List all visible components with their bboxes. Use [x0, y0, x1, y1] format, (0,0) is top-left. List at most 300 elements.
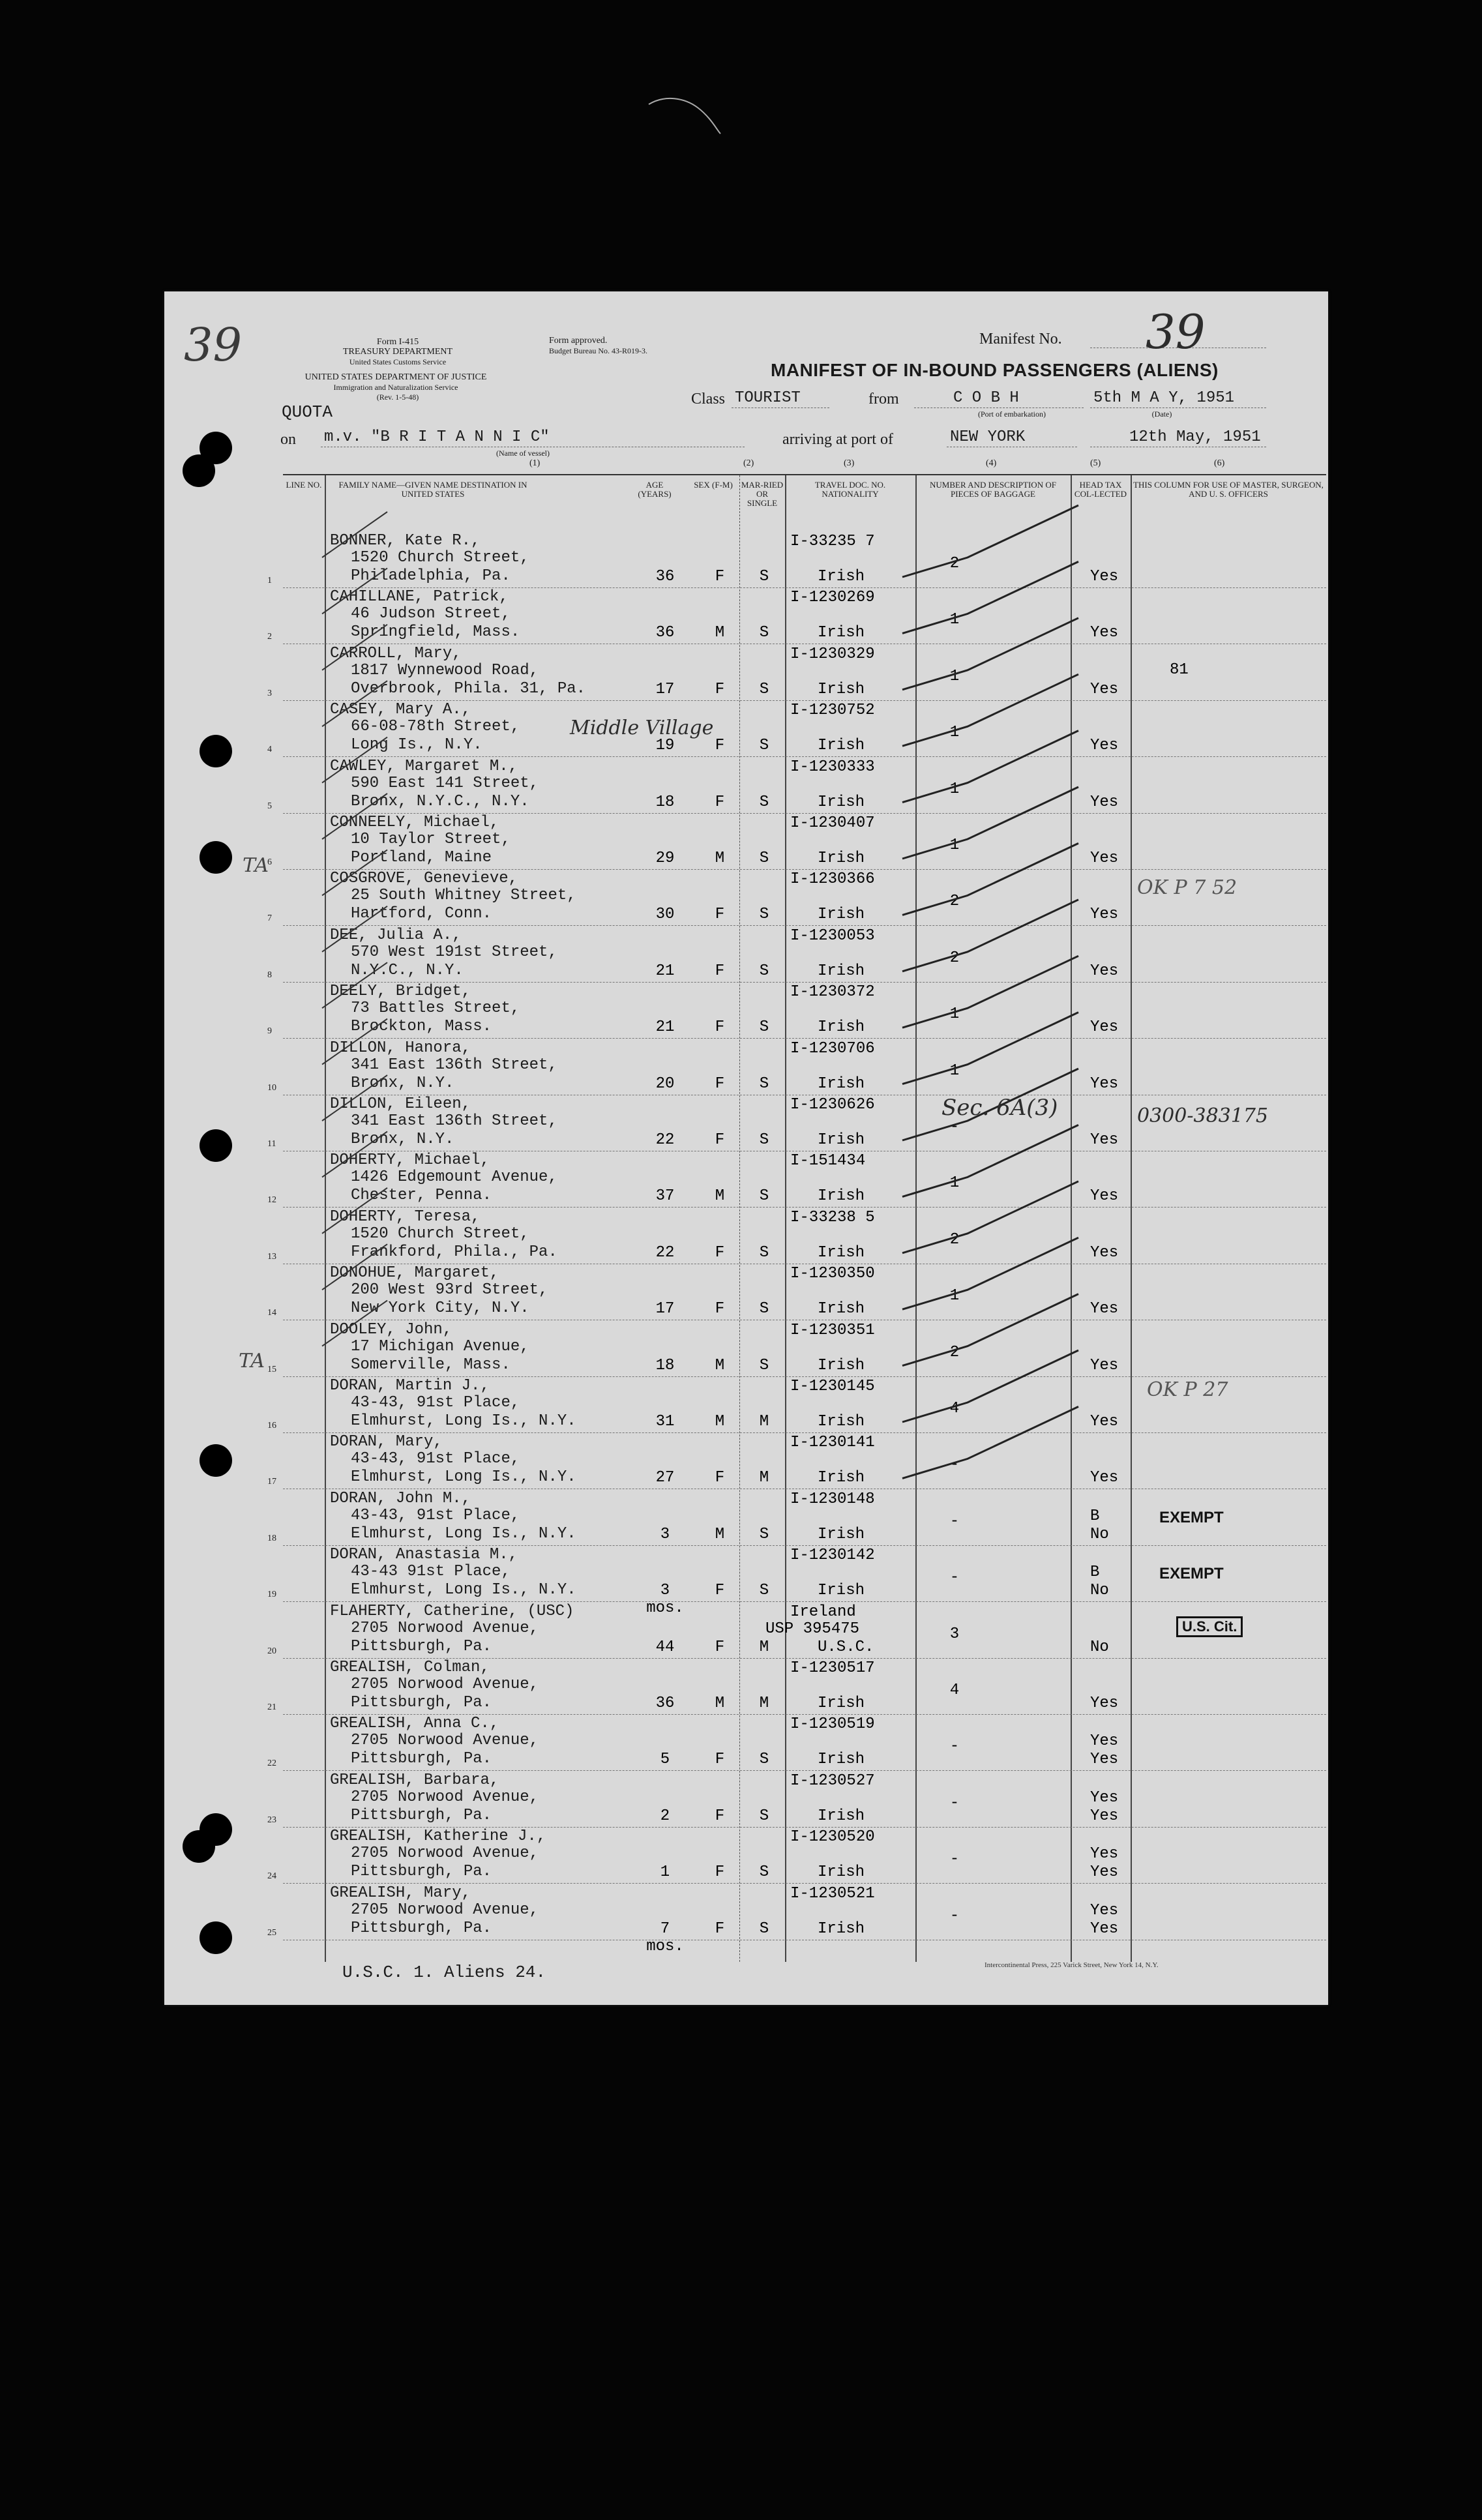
head-tax-cell: Yes — [1090, 680, 1119, 698]
sex-cell: F — [715, 568, 725, 586]
table-row — [267, 1432, 1326, 1489]
passenger-name: GREALISH, Colman, — [330, 1659, 490, 1676]
city-line: Pittsburgh, Pa. — [351, 1694, 492, 1712]
table-row — [267, 982, 1326, 1039]
head-tax-note: Yes — [1090, 1732, 1119, 1751]
line-number: 6 — [267, 857, 272, 867]
marital-cell: S — [759, 1920, 769, 1938]
age-cell: 22 — [655, 1243, 675, 1262]
arrival-port: NEW YORK — [950, 428, 1026, 446]
baggage-cell: 4 — [949, 1400, 960, 1417]
travel-doc-cell: I-1230142 — [790, 1547, 875, 1565]
baggage-cell: 1 — [949, 780, 960, 798]
col-num-2: (2) — [743, 458, 754, 468]
age-cell: 18 — [655, 793, 675, 811]
sex-cell: F — [715, 680, 725, 698]
age-cell: 20 — [655, 1075, 675, 1093]
form-approved: Form approved. — [549, 336, 608, 346]
line-number: 8 — [267, 970, 272, 980]
passenger-name: DORAN, Martin J., — [330, 1377, 490, 1395]
nationality-cell: Irish — [818, 1920, 865, 1938]
city-line: Elmhurst, Long Is., N.Y. — [351, 1581, 576, 1599]
line-number: 15 — [267, 1364, 276, 1374]
head-tax-cell: Yes — [1090, 1356, 1119, 1374]
marital-cell: S — [759, 1131, 769, 1149]
address-line: 1426 Edgemount Avenue, — [351, 1168, 557, 1187]
city-line: Pittsburgh, Pa. — [351, 1863, 492, 1881]
travel-doc-cell: I-1230145 — [790, 1378, 875, 1395]
city-line: Long Is., N.Y. — [351, 736, 482, 754]
class-label: Class — [691, 391, 726, 408]
head-tax-cell: Yes — [1090, 1695, 1119, 1712]
baggage-cell: 3 — [949, 1625, 960, 1643]
city-line: Hartford, Conn. — [351, 905, 492, 923]
city-line: Pittsburgh, Pa. — [351, 1750, 492, 1768]
passenger-name: COSGROVE, Genevieve, — [330, 870, 518, 888]
city-line: Frankford, Phila., Pa. — [351, 1243, 557, 1261]
baggage-cell: 2 — [949, 893, 960, 911]
head-tax-cell: Yes — [1090, 1131, 1119, 1149]
passenger-name: CAWLEY, Margaret M., — [330, 757, 518, 775]
line-number: 12 — [267, 1195, 276, 1206]
line-number: 16 — [267, 1421, 276, 1430]
city-line: Elmhurst, Long Is., N.Y. — [351, 1468, 576, 1487]
sex-cell: F — [715, 1243, 725, 1262]
head-tax-note: Yes — [1090, 1901, 1119, 1920]
passenger-name: DORAN, John M., — [330, 1489, 471, 1507]
table-row — [267, 1489, 1326, 1546]
punch-hole — [183, 1830, 215, 1863]
marital-cell: S — [759, 1187, 769, 1206]
age-cell: 21 — [655, 1018, 675, 1037]
table-row — [267, 700, 1326, 757]
manifest-number-handwritten: 39 — [1146, 304, 1206, 359]
address-line: 43-43, 91st Place, — [351, 1506, 520, 1524]
punch-hole — [200, 735, 232, 767]
table-row — [267, 1151, 1326, 1208]
address-line: 25 South Whitney Street, — [351, 887, 576, 905]
age-cell: 21 — [655, 962, 675, 980]
from-date: 5th M A Y, 1951 — [1093, 389, 1235, 407]
address-line: 43-43 91st Place, — [351, 1563, 511, 1581]
age-cell: 29 — [655, 850, 675, 867]
table-row — [267, 1208, 1326, 1264]
city-line: Chester, Penna. — [351, 1187, 492, 1205]
head-tax-cell: Yes — [1090, 1920, 1119, 1938]
line-number: 5 — [267, 801, 272, 811]
punch-hole — [200, 1129, 232, 1162]
col-num-5: (5) — [1090, 458, 1101, 468]
sex-cell: F — [715, 737, 725, 755]
sex-cell: F — [715, 1863, 725, 1882]
nationality-cell: Irish — [818, 793, 865, 811]
marital-cell: S — [759, 1863, 769, 1882]
sex-cell: F — [715, 1018, 725, 1037]
marital-cell: S — [759, 906, 769, 924]
passenger-name: GREALISH, Anna C., — [330, 1715, 499, 1733]
head-tax-note: B — [1090, 1507, 1100, 1525]
col-num-1: (1) — [529, 458, 541, 468]
marital-cell: S — [759, 624, 769, 642]
baggage-cell: - — [949, 1738, 960, 1756]
nationality-cell: Irish — [818, 1187, 865, 1206]
baggage-cell: - — [949, 1512, 960, 1530]
sex-cell: M — [715, 1695, 725, 1712]
nationality-cell: Irish — [818, 568, 865, 586]
passenger-name: DILLON, Hanora, — [330, 1039, 471, 1057]
head-tax-cell: Yes — [1090, 624, 1119, 642]
age-cell: 7 mos. — [646, 1920, 684, 1955]
th-sex: SEX (F-M) — [694, 480, 733, 490]
table-row — [267, 1320, 1326, 1377]
age-cell: 36 — [655, 568, 675, 586]
passenger-name: DOHERTY, Michael, — [330, 1151, 490, 1170]
passenger-name: DORAN, Mary, — [330, 1433, 443, 1451]
table-row — [267, 757, 1326, 814]
ins-service: Immigration and Naturalization Service — [333, 383, 458, 392]
baggage-cell: 1 — [949, 611, 960, 629]
sex-cell: F — [715, 1300, 725, 1318]
city-line: Philadelphia, Pa. — [351, 567, 511, 585]
baggage-cell: 1 — [949, 724, 960, 742]
passenger-name: GREALISH, Mary, — [330, 1884, 471, 1902]
travel-doc-cell: I-1230407 — [790, 814, 875, 832]
marital-cell: M — [759, 1469, 769, 1487]
quota-label: QUOTA — [282, 402, 333, 422]
address-line: 66-08-78th Street, — [351, 718, 520, 736]
passenger-name: DEELY, Bridget, — [330, 983, 471, 1001]
city-line: Pittsburgh, Pa. — [351, 1637, 492, 1655]
baggage-cell: - — [949, 1850, 960, 1869]
city-line: Bronx, N.Y. — [351, 1131, 454, 1148]
head-tax-cell: Yes — [1090, 1469, 1119, 1487]
line-number: 24 — [267, 1871, 276, 1882]
passenger-name: DORAN, Anastasia M., — [330, 1546, 518, 1564]
passenger-name: DILLON, Eileen, — [330, 1095, 471, 1113]
class-value: TOURIST — [735, 389, 801, 407]
sex-cell: M — [715, 850, 725, 867]
head-tax-cell: Yes — [1090, 568, 1119, 586]
nationality-cell: Irish — [818, 962, 865, 980]
head-tax-cell: Yes — [1090, 1807, 1119, 1825]
address-line: 341 East 136th Street, — [351, 1056, 557, 1074]
line-number: 4 — [267, 745, 272, 755]
travel-doc-cell: I-1230706 — [790, 1039, 875, 1058]
nationality-cell: Irish — [818, 1018, 865, 1037]
head-tax-cell: Yes — [1090, 1075, 1119, 1093]
address-line: 1520 Church Street, — [351, 549, 529, 567]
passport-number: USP 395475 — [765, 1620, 860, 1638]
line-number: 23 — [267, 1815, 276, 1825]
head-tax-cell: Yes — [1090, 1413, 1119, 1430]
footer-summary: U.S.C. 1. Aliens 24. — [342, 1963, 546, 1982]
th-married: MAR-RIED OR SINGLE — [741, 480, 784, 508]
line-number: 11 — [267, 1139, 276, 1149]
form-id: Form I-415 — [376, 337, 419, 347]
baggage-cell: 1 — [949, 1005, 960, 1024]
age-cell: 3 mos. — [646, 1582, 684, 1618]
line-number: 20 — [267, 1646, 276, 1656]
line-number: 1 — [267, 576, 272, 586]
th-baggage: NUMBER AND DESCRIPTION OF PIECES OF BAGGAGE — [930, 480, 1056, 499]
nationality-cell: Irish — [818, 624, 865, 642]
address-line: 43-43, 91st Place, — [351, 1394, 520, 1412]
head-tax-cell: Yes — [1090, 1751, 1119, 1769]
passenger-name: CASEY, Mary A., — [330, 701, 471, 719]
address-line: 2705 Norwood Avenue, — [351, 1788, 539, 1806]
sex-cell: F — [715, 962, 725, 980]
age-cell: 44 — [655, 1638, 675, 1656]
marital-cell: S — [759, 962, 769, 980]
printer-imprint: Intercontinental Press, 225 Varick Street, New York 14, N.Y. — [985, 1961, 1159, 1969]
line-number: 17 — [267, 1477, 276, 1487]
sex-cell: F — [715, 906, 725, 924]
line-number: 19 — [267, 1590, 276, 1600]
from-label: from — [868, 391, 899, 408]
margin-note-ta: TA — [239, 1350, 265, 1372]
address-line: 341 East 136th Street, — [351, 1112, 557, 1130]
treasury-dept: TREASURY DEPARTMENT — [342, 347, 453, 357]
baggage-cell: - — [949, 1118, 960, 1136]
travel-doc-cell: I-1230333 — [790, 758, 875, 776]
age-cell: 18 — [655, 1356, 675, 1374]
address-line: 1520 Church Street, — [351, 1224, 529, 1243]
address-line: 43-43, 91st Place, — [351, 1450, 520, 1468]
travel-doc-cell: I-1230519 — [790, 1715, 875, 1734]
age-cell: 3 — [660, 1525, 670, 1543]
nationality-cell: Irish — [818, 1300, 865, 1318]
nationality-cell: U.S.C. — [818, 1638, 874, 1656]
sex-cell: M — [715, 624, 725, 642]
travel-doc-cell: I-1230366 — [790, 870, 875, 889]
age-cell: 17 — [655, 1300, 675, 1318]
baggage-cell: 1 — [949, 1287, 960, 1305]
th-officers: THIS COLUMN FOR USE OF MASTER, SURGEON, AND U. S. OFFICERS — [1133, 480, 1324, 499]
nationality-cell: Irish — [818, 1863, 865, 1882]
margin-note-ta: TA — [243, 854, 269, 877]
note-middle-village: Middle Village — [570, 717, 714, 739]
baggage-cell: 4 — [949, 1682, 960, 1699]
travel-doc-cell: I-1230626 — [790, 1096, 875, 1114]
table-row — [267, 531, 1326, 588]
sex-cell: F — [715, 1920, 725, 1938]
budget-bureau: Budget Bureau No. 43-R019-3. — [549, 346, 647, 355]
baggage-cell: 2 — [949, 1230, 960, 1249]
head-tax-cell: Yes — [1090, 1243, 1119, 1262]
baggage-cell: - — [949, 1794, 960, 1812]
table-row — [267, 1658, 1326, 1715]
travel-doc-cell: I-1230141 — [790, 1434, 875, 1452]
baggage-cell: - — [949, 1456, 960, 1474]
marital-cell: M — [759, 1638, 769, 1656]
marital-cell: M — [759, 1695, 769, 1712]
vessel-name: m.v. "B R I T A N N I C" — [324, 428, 550, 446]
us-citizen-stamp: U.S. Cit. — [1176, 1616, 1243, 1637]
passenger-table — [267, 474, 1326, 1962]
customs-service: United States Customs Service — [349, 357, 447, 366]
punch-hole — [183, 454, 215, 487]
age-cell: 37 — [655, 1187, 675, 1206]
table-row — [267, 1884, 1326, 1955]
marital-cell: S — [759, 1243, 769, 1262]
line-number: 21 — [267, 1702, 276, 1712]
table-row — [267, 587, 1326, 644]
address-line: 2705 Norwood Avenue, — [351, 1732, 539, 1750]
travel-doc-cell: I-33238 5 — [790, 1208, 875, 1226]
sex-cell: F — [715, 1131, 725, 1149]
officer-note: 81 — [1170, 660, 1189, 679]
marital-cell: S — [759, 850, 769, 867]
passenger-name: CONNEELY, Michael, — [330, 814, 499, 831]
address-line: 200 West 93rd Street, — [351, 1281, 548, 1299]
baggage-cell: 1 — [949, 1061, 960, 1080]
sex-cell: F — [715, 1469, 725, 1487]
head-tax-cell: Yes — [1090, 906, 1119, 924]
city-line: N.Y.C., N.Y. — [351, 961, 464, 979]
address-line: 2705 Norwood Avenue, — [351, 1845, 539, 1863]
travel-doc-cell: I-1230520 — [790, 1828, 875, 1846]
col-num-4: (4) — [986, 458, 997, 468]
age-cell: 36 — [655, 1695, 675, 1712]
justice-dept: UNITED STATES DEPARTMENT OF JUSTICE — [304, 372, 487, 382]
sex-cell: F — [715, 793, 725, 811]
punch-hole — [200, 1444, 232, 1477]
passenger-name: DOOLEY, John, — [330, 1320, 452, 1339]
nationality-cell: Irish — [818, 1695, 865, 1712]
travel-doc-cell: I-1230350 — [790, 1265, 875, 1283]
line-number: 13 — [267, 1251, 276, 1262]
city-line: Pittsburgh, Pa. — [351, 1919, 492, 1937]
th-age: AGE (YEARS) — [638, 480, 672, 499]
address-line: 2705 Norwood Avenue, — [351, 1619, 539, 1637]
col-num-6: (6) — [1214, 458, 1225, 468]
sex-cell: M — [715, 1187, 725, 1206]
table-row — [267, 1714, 1326, 1771]
port-caption: (Port of embarkation) — [978, 409, 1046, 419]
age-cell: 27 — [655, 1469, 675, 1487]
baggage-cell: - — [949, 1906, 960, 1925]
age-cell: 17 — [655, 680, 675, 698]
nationality-cell: Irish — [818, 906, 865, 924]
city-line: Overbrook, Phila. 31, Pa. — [351, 679, 586, 698]
marital-cell: S — [759, 793, 769, 811]
city-line: Pittsburgh, Pa. — [351, 1806, 492, 1824]
punch-hole — [200, 841, 232, 874]
nationality-cell: Irish — [818, 1469, 865, 1487]
sex-cell: M — [715, 1525, 725, 1543]
baggage-cell: 2 — [949, 1343, 960, 1361]
address-line: 2705 Norwood Avenue, — [351, 1901, 539, 1919]
sex-cell: F — [715, 1582, 725, 1600]
exempt-stamp: EXEMPT — [1159, 1508, 1224, 1526]
corner-page-number: 39 — [184, 318, 243, 372]
on-label: on — [280, 431, 296, 448]
age-cell: 30 — [655, 906, 675, 924]
travel-doc-cell: I-1230329 — [790, 645, 875, 663]
address-line: 10 Taylor Street, — [351, 831, 511, 848]
sex-cell: F — [715, 1807, 725, 1825]
line-number: 25 — [267, 1927, 276, 1938]
passenger-name: CARROLL, Mary, — [330, 644, 462, 662]
marital-cell: S — [759, 1751, 769, 1769]
head-tax-note: Yes — [1090, 1845, 1119, 1863]
address-line: 73 Battles Street, — [351, 1000, 520, 1018]
address-line: 46 Judson Street, — [351, 605, 511, 623]
table-row — [267, 926, 1326, 983]
nationality-cell: Irish — [818, 850, 865, 867]
head-tax-cell: Yes — [1090, 793, 1119, 811]
date-caption: (Date) — [1151, 409, 1172, 419]
head-tax-cell: Yes — [1090, 1863, 1119, 1882]
address-line: 1817 Wynnewood Road, — [351, 661, 539, 679]
manifest-label: Manifest No. — [979, 331, 1062, 348]
marital-cell: S — [759, 1807, 769, 1825]
passenger-name: BONNER, Kate R., — [330, 532, 481, 550]
sex-cell: F — [715, 1638, 725, 1656]
age-cell: 1 — [660, 1863, 670, 1882]
table-row — [267, 1264, 1326, 1320]
passenger-name: DEE, Julia A., — [330, 926, 462, 944]
age-cell: 31 — [655, 1413, 675, 1430]
nationality-cell: Irish — [818, 737, 865, 755]
head-tax-note: Yes — [1090, 1788, 1119, 1807]
punch-hole — [200, 1921, 232, 1954]
passenger-name: FLAHERTY, Catherine, (USC) — [330, 1602, 574, 1620]
city-line: Elmhurst, Long Is., N.Y. — [351, 1412, 576, 1430]
travel-doc-cell: I-1230372 — [790, 983, 875, 1001]
head-tax-cell: Yes — [1090, 737, 1119, 755]
travel-doc-cell: I-1230053 — [790, 926, 875, 945]
nationality-cell: Irish — [818, 1413, 865, 1430]
travel-doc-cell: Ireland — [790, 1603, 856, 1621]
travel-doc-cell: I-1230527 — [790, 1771, 875, 1790]
vessel-caption: (Name of vessel) — [496, 449, 550, 458]
city-line: Elmhurst, Long Is., N.Y. — [351, 1524, 576, 1543]
table-row — [267, 1602, 1326, 1659]
baggage-cell: 1 — [949, 667, 960, 685]
marital-cell: S — [759, 737, 769, 755]
nationality-cell: Irish — [818, 1525, 865, 1543]
passenger-name: GREALISH, Katherine J., — [330, 1828, 546, 1846]
line-number: 18 — [267, 1533, 276, 1543]
nationality-cell: Irish — [818, 680, 865, 698]
manifest-title: MANIFEST OF IN-BOUND PASSENGERS (ALIENS) — [771, 360, 1219, 380]
head-tax-cell: Yes — [1090, 1018, 1119, 1037]
city-line: Bronx, N.Y.C., N.Y. — [351, 792, 529, 810]
travel-doc-cell: I-1230517 — [790, 1659, 875, 1677]
age-cell: 36 — [655, 624, 675, 642]
sex-cell: F — [715, 1075, 725, 1093]
marital-cell: M — [759, 1413, 769, 1430]
address-line: 17 Michigan Avenue, — [351, 1337, 529, 1356]
city-line: New York City, N.Y. — [351, 1299, 529, 1318]
sex-cell: F — [715, 1751, 725, 1769]
sex-cell: M — [715, 1356, 725, 1374]
nationality-cell: Irish — [818, 1243, 865, 1262]
nationality-cell: Irish — [818, 1751, 865, 1769]
table-row — [267, 1827, 1326, 1884]
baggage-cell: 2 — [949, 555, 960, 572]
note-officer-16: OK P 27 — [1147, 1378, 1228, 1401]
address-line: 570 West 191st Street, — [351, 943, 557, 961]
passenger-name: CAHILLANE, Patrick, — [330, 588, 509, 606]
head-tax-cell: Yes — [1090, 850, 1119, 867]
col-num-3: (3) — [844, 458, 855, 468]
age-cell: 2 — [660, 1807, 670, 1825]
nationality-cell: Irish — [818, 1131, 865, 1149]
city-line: Portland, Maine — [351, 849, 492, 867]
city-line: Somerville, Mass. — [351, 1356, 511, 1374]
